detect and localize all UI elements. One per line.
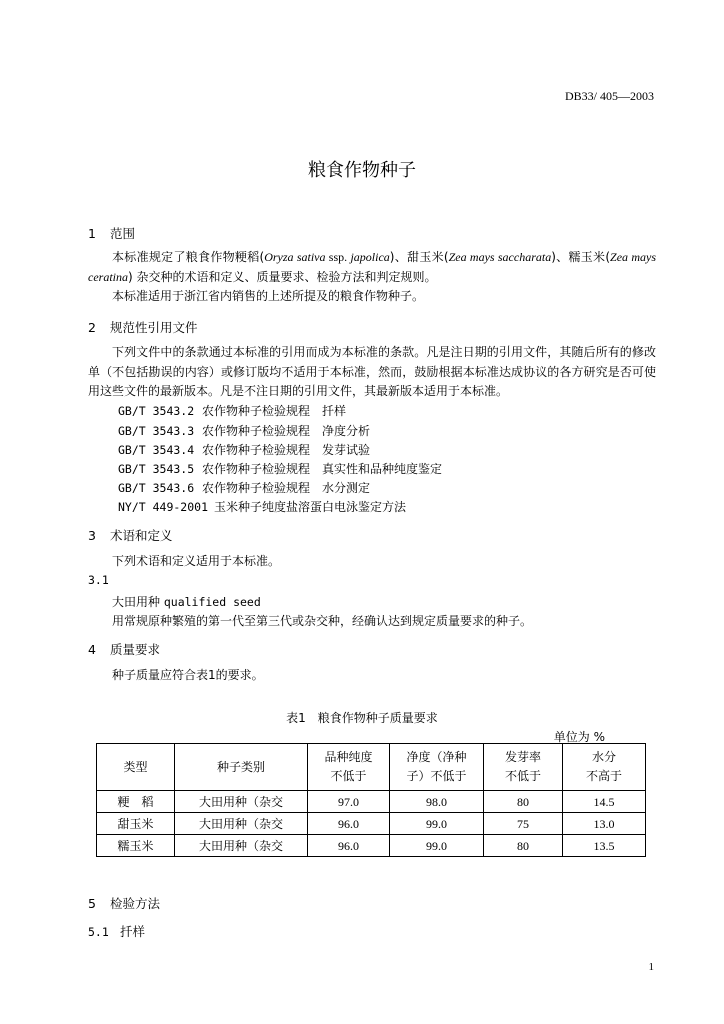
reference-code: GB/T 3543.5: [118, 462, 195, 476]
reference-item: [118, 479, 370, 496]
table-row: [97, 835, 646, 857]
type-cell: 甜玉米: [97, 813, 175, 835]
section-2-paragraph-1: 下列文件中的条款通过本标准的引用而成为本标准的条款。凡是注日期的引用文件，其随后所有的修改单（不包括勘误的内容）或修订版均不适用于本标准，然而，鼓励根据本标准达成协议的各方研究是否可使用这些文件的最新版本。凡是不注日期的引用文件，其最新版本适用于本标准。: [88, 345, 656, 398]
section-2-heading: [88, 318, 198, 336]
page-title: 粮食作物种子: [308, 160, 416, 181]
section-1-paragraph-2: 本标准适用于浙江省内销售的上述所提及的粮食作物种子。: [112, 289, 425, 303]
reference-item: [118, 422, 370, 439]
section-number: 5: [88, 896, 96, 911]
table-unit: 单位为 %: [553, 730, 605, 744]
table-header-row: [97, 744, 646, 791]
term-definition: 用常规原种繁殖的第一代至第三代或杂交种，经确认达到规定质量要求的种子。: [112, 614, 533, 628]
term-entry: [112, 593, 261, 610]
header-line: 子）不低于: [406, 769, 467, 783]
section-number: 3: [88, 528, 96, 543]
text-run: )、甜玉米(: [389, 250, 449, 264]
text-run: )、糯玉米(: [551, 250, 611, 264]
cleanliness-cell: 99.0: [390, 813, 484, 835]
section-number: 4: [88, 642, 96, 657]
text-run: ) 杂交种的术语和定义、质量要求、检验方法和判定规则。: [128, 269, 437, 284]
reference-code: GB/T 3543.2: [118, 404, 195, 418]
reference-code: GB/T 3543.6: [118, 481, 195, 495]
quality-table: [96, 743, 646, 857]
section-1-heading: [88, 224, 135, 242]
reference-title: 农作物种子检验规程 发芽试验: [202, 443, 371, 457]
section-number: 1: [88, 226, 96, 241]
page-number: 1: [648, 961, 654, 973]
section-4-paragraph-1: 种子质量应符合表1的要求。: [112, 668, 264, 682]
moisture-cell: 13.5: [563, 835, 646, 857]
latin-name: Zea mays saccharata: [448, 250, 552, 264]
section-title: 范围: [110, 226, 136, 241]
header-cell: [484, 744, 563, 791]
header-line: 不低于: [330, 769, 367, 783]
moisture-cell: 14.5: [563, 791, 646, 813]
reference-title: 农作物种子检验规程 净度分析: [202, 424, 371, 438]
header-cell: [308, 744, 390, 791]
header-cell: 种子类别: [175, 744, 308, 791]
section-3-heading: [88, 526, 173, 544]
text-run: 本标准规定了粮食作物粳稻(: [112, 250, 265, 264]
reference-item: [118, 441, 370, 458]
header-cell: [390, 744, 484, 791]
reference-item: [118, 498, 406, 515]
category-cell: [175, 813, 308, 835]
germination-cell: 75: [484, 813, 563, 835]
reference-title: 玉米种子纯度盐溶蛋白电泳鉴定方法: [214, 500, 407, 514]
term-en: qualified seed: [163, 595, 261, 609]
germination-cell: 80: [484, 835, 563, 857]
subsection-5-1-heading: [88, 922, 145, 940]
header-line: 水分: [591, 750, 616, 764]
section-4-heading: [88, 640, 160, 658]
reference-code: GB/T 3543.3: [118, 424, 195, 438]
category-text: 大田用种（杂交: [198, 794, 283, 809]
section-3-paragraph-1: 下列术语和定义适用于本标准。: [112, 554, 281, 568]
header-line: 发芽率: [504, 750, 541, 764]
subsection-number: 3.1: [88, 573, 109, 587]
subsection-title: 扦样: [120, 924, 146, 939]
table-caption: 表1 粮食作物种子质量要求: [286, 711, 438, 725]
section-title: 质量要求: [110, 642, 161, 657]
subsection-number: 5.1: [88, 925, 109, 939]
header-line: 不低于: [504, 769, 541, 783]
header-line: 不高于: [585, 769, 622, 783]
section-title: 规范性引用文件: [110, 320, 198, 335]
term-zh: 大田用种: [112, 595, 161, 609]
text-run: ssp.: [325, 250, 351, 264]
section-5-heading: [88, 894, 160, 912]
reference-code: GB/T 3543.4: [118, 443, 195, 457]
header-line: 品种纯度: [324, 750, 373, 764]
category-cell: [175, 791, 308, 813]
category-text: 大田用种（杂交: [198, 838, 283, 853]
germination-cell: 80: [484, 791, 563, 813]
category-cell: [175, 835, 308, 857]
document-number: DB33/ 405—2003: [564, 89, 654, 103]
type-cell: 糯玉米: [97, 835, 175, 857]
reference-item: [118, 460, 442, 477]
purity-cell: 96.0: [308, 835, 390, 857]
reference-item: [118, 402, 346, 419]
reference-title: 农作物种子检验规程 水分测定: [202, 481, 371, 495]
section-title: 检验方法: [110, 896, 161, 911]
header-cell: [563, 744, 646, 791]
type-cell: 粳 稻: [97, 791, 175, 813]
table-row: [97, 813, 646, 835]
latin-name: Zea mays ceratina: [88, 250, 657, 284]
cleanliness-cell: 99.0: [390, 835, 484, 857]
header-line: 净度（净种: [406, 750, 467, 764]
table-row: [97, 791, 646, 813]
purity-cell: 96.0: [308, 813, 390, 835]
reference-code: NY/T 449-2001: [118, 500, 209, 514]
section-number: 2: [88, 320, 96, 335]
section-title: 术语和定义: [110, 528, 173, 543]
category-text: 大田用种（杂交: [198, 816, 283, 831]
reference-title: 农作物种子检验规程 扦样: [202, 404, 347, 418]
latin-name: Oryza sativa: [264, 250, 326, 264]
purity-cell: 97.0: [308, 791, 390, 813]
cleanliness-cell: 98.0: [390, 791, 484, 813]
latin-name: japolica: [350, 250, 390, 264]
reference-title: 农作物种子检验规程 真实性和品种纯度鉴定: [202, 462, 443, 476]
section-1-paragraph-1: [88, 248, 656, 287]
moisture-cell: 13.0: [563, 813, 646, 835]
header-cell: 类型: [97, 744, 175, 791]
